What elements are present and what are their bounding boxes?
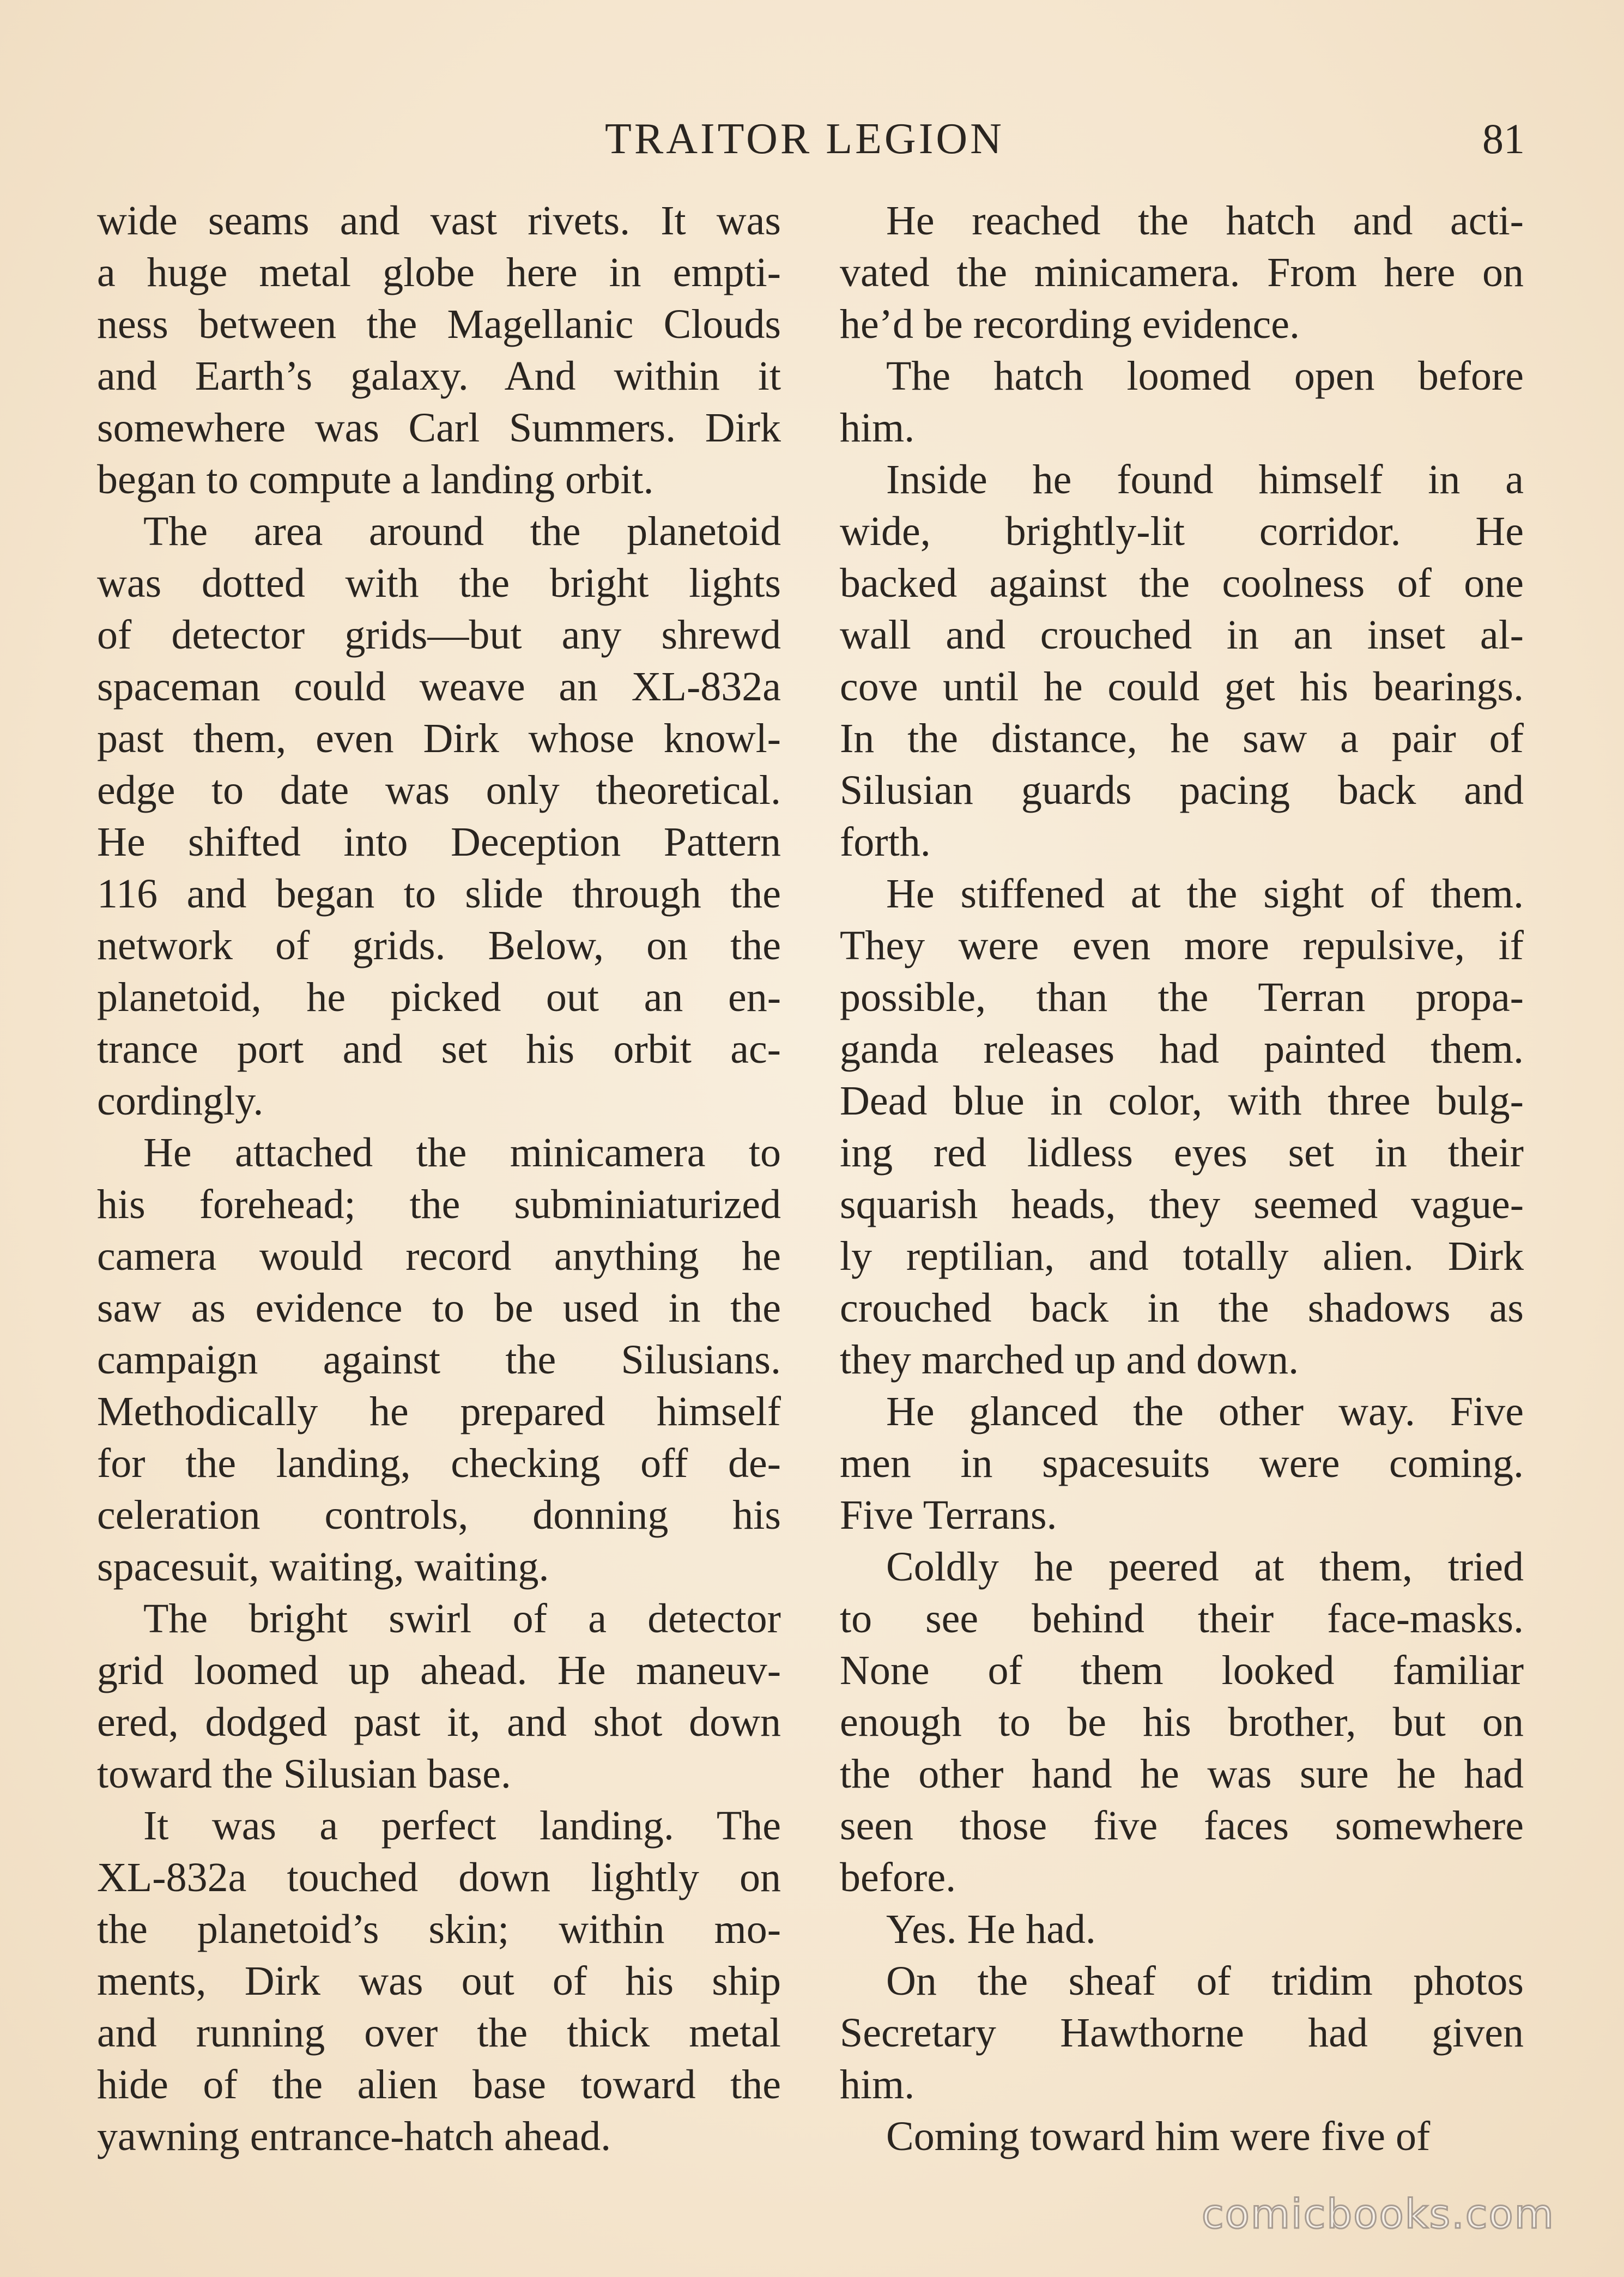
text-line: before. — [840, 1855, 956, 1900]
text-line: seen those five faces somewhere — [840, 1803, 1524, 1849]
text-line: They were even more repulsive, if — [840, 923, 1524, 968]
text-line: backed against the coolness of one — [840, 560, 1524, 606]
text-line: men in spacesuits were coming. — [840, 1440, 1524, 1486]
text-line: ness between the Magellanic Clouds — [97, 301, 781, 347]
text-line: they marched up and down. — [840, 1337, 1299, 1383]
text-line: The area around the planetoid — [143, 508, 781, 554]
text-line: He shifted into Deception Pattern — [97, 819, 781, 865]
text-line: Methodically he prepared himself — [97, 1389, 781, 1434]
text-line: On the sheaf of tridim photos — [886, 1958, 1524, 2004]
text-line: campaign against the Silusians. — [97, 1337, 781, 1383]
text-line: the planetoid’s skin; within mo- — [97, 1906, 781, 1952]
text-line: He attached the minicamera to — [143, 1130, 781, 1176]
text-line: crouched back in the shadows as — [840, 1285, 1524, 1331]
right-text-column — [840, 195, 1524, 2163]
text-line: He glanced the other way. Five — [886, 1389, 1524, 1434]
page-header — [0, 112, 1624, 166]
text-line: In the distance, he saw a pair of — [840, 716, 1524, 761]
text-line: 116 and began to slide through the — [97, 871, 781, 917]
text-line: him. — [840, 405, 915, 451]
text-line: It was a perfect landing. The — [143, 1803, 781, 1849]
text-line: the other hand he was sure he had — [840, 1751, 1524, 1797]
text-line: forth. — [840, 819, 931, 865]
text-line: Silusian guards pacing back and — [840, 767, 1524, 813]
text-line: ing red lidless eyes set in their — [840, 1130, 1524, 1176]
text-line: grid loomed up ahead. He maneuv- — [97, 1648, 781, 1693]
text-line: wide seams and vast rivets. It was — [97, 198, 781, 244]
text-line: ered, dodged past it, and shot down — [97, 1699, 781, 1745]
text-line: ganda releases had painted them. — [840, 1026, 1524, 1072]
text-line: Yes. He had. — [886, 1906, 1096, 1952]
text-line: for the landing, checking off de- — [97, 1440, 781, 1486]
text-line: and Earth’s galaxy. And within it — [97, 353, 781, 399]
text-line: celeration controls, donning his — [97, 1492, 781, 1538]
text-line: He reached the hatch and acti- — [886, 198, 1524, 244]
text-line: somewhere was Carl Summers. Dirk — [97, 405, 781, 451]
page-number: 81 — [1482, 115, 1525, 162]
text-line: hide of the alien base toward the — [97, 2062, 781, 2108]
text-line: he’d be recording evidence. — [840, 301, 1300, 347]
text-line: Inside he found himself in a — [886, 457, 1524, 502]
text-line: None of them looked familiar — [840, 1648, 1524, 1693]
text-line: network of grids. Below, on the — [97, 923, 781, 968]
text-line: of detector grids—but any shrewd — [97, 612, 781, 658]
text-line: yawning entrance-hatch ahead. — [97, 2114, 611, 2159]
text-line: Five Terrans. — [840, 1492, 1057, 1538]
text-line: Dead blue in color, with three bulg- — [840, 1078, 1524, 1124]
watermark: comicbooks.com — [1202, 2191, 1555, 2238]
text-line: He stiffened at the sight of them. — [886, 871, 1524, 917]
text-line: XL-832a touched down lightly on — [97, 1855, 781, 1900]
text-line: Secretary Hawthorne had given — [840, 2010, 1524, 2056]
text-line: saw as evidence to be used in the — [97, 1285, 781, 1331]
text-line: him. — [840, 2062, 915, 2108]
text-line: ments, Dirk was out of his ship — [97, 1958, 781, 2004]
text-line: squarish heads, they seemed vague- — [840, 1182, 1524, 1227]
text-line: The bright swirl of a detector — [143, 1596, 781, 1642]
text-line: his forehead; the subminiaturized — [97, 1182, 781, 1227]
text-line: Coldly he peered at them, tried — [886, 1544, 1524, 1590]
text-line: and running over the thick metal — [97, 2010, 781, 2056]
text-line: toward the Silusian base. — [97, 1751, 511, 1797]
text-line: spacesuit, waiting, waiting. — [97, 1544, 549, 1590]
text-line: ly reptilian, and totally alien. Dirk — [840, 1233, 1524, 1279]
running-title: TRAITOR LEGION — [605, 115, 1004, 163]
text-line: began to compute a landing orbit. — [97, 457, 654, 502]
text-line: enough to be his brother, but on — [840, 1699, 1524, 1745]
text-line: a huge metal globe here in empti- — [97, 250, 781, 295]
text-line: trance port and set his orbit ac- — [97, 1026, 781, 1072]
text-line: planetoid, he picked out an en- — [97, 974, 781, 1020]
text-line: wall and crouched in an inset al- — [840, 612, 1524, 658]
text-line: camera would record anything he — [97, 1233, 781, 1279]
text-line: past them, even Dirk whose knowl- — [97, 716, 781, 761]
text-line: possible, than the Terran propa- — [840, 974, 1524, 1020]
text-line: cordingly. — [97, 1078, 264, 1124]
text-line: to see behind their face-masks. — [840, 1596, 1524, 1642]
text-line: cove until he could get his bearings. — [840, 664, 1524, 710]
left-text-column — [97, 195, 781, 2163]
text-line: Coming toward him were five of — [886, 2114, 1431, 2159]
text-line: edge to date was only theoretical. — [97, 767, 781, 813]
text-line: wide, brightly-lit corridor. He — [840, 508, 1524, 554]
text-line: vated the minicamera. From here on — [840, 250, 1524, 295]
text-line: spaceman could weave an XL-832a — [97, 664, 781, 710]
text-line: was dotted with the bright lights — [97, 560, 781, 606]
text-line: The hatch loomed open before — [886, 353, 1524, 399]
